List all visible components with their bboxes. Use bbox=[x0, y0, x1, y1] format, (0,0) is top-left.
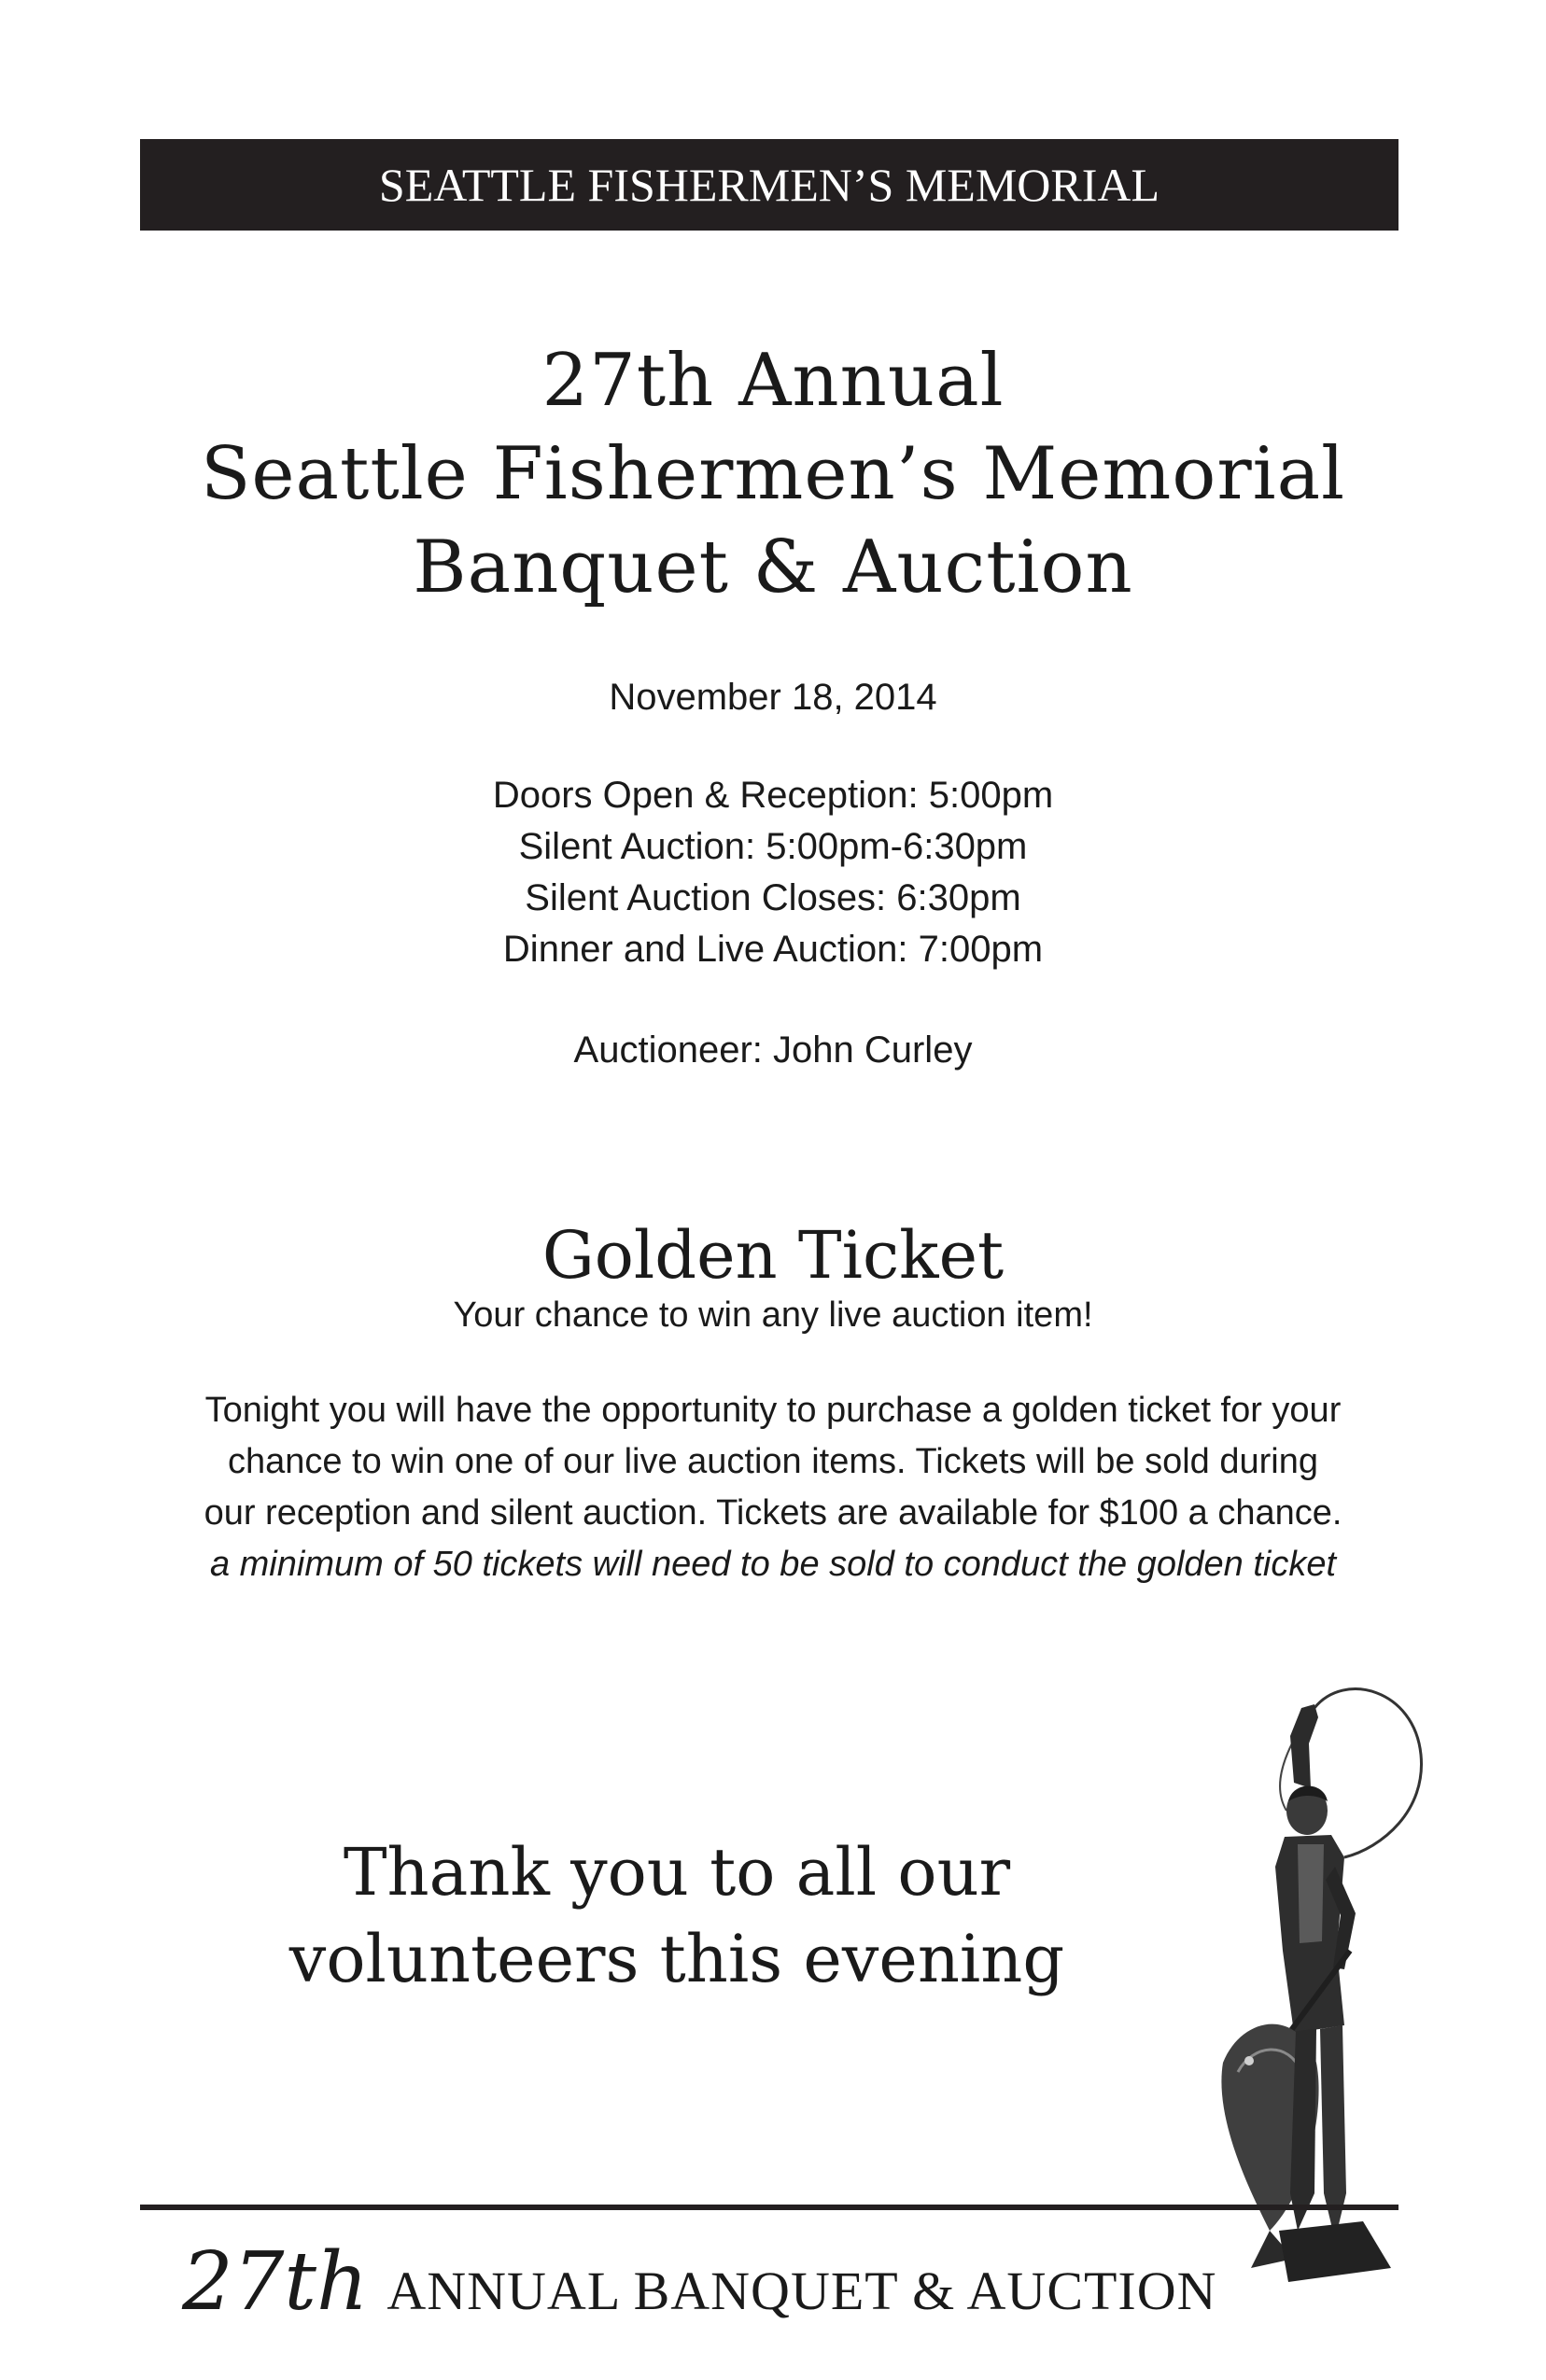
footer bbox=[182, 2235, 1217, 2347]
thanks-line-2: volunteers this evening bbox=[288, 1921, 1065, 1997]
golden-ticket-body-line: Tonight you will have the opportunity to purchase a golden ticket for your bbox=[204, 1391, 1342, 1430]
fisherman-statue-icon bbox=[1204, 1671, 1447, 2287]
footer-text: ANNUAL BANQUET & AUCTION bbox=[386, 2261, 1217, 2321]
schedule-item: Silent Auction: 5:00pm-6:30pm bbox=[518, 826, 1028, 867]
thanks-line-1: Thank you to all our bbox=[343, 1834, 1011, 1911]
golden-ticket-body-line: our reception and silent auction. Tickets are available for $100 a chance. bbox=[204, 1493, 1342, 1533]
event-schedule bbox=[0, 770, 1546, 975]
title-line-3: Banquet & Auction bbox=[413, 525, 1133, 609]
auctioneer-line: Auctioneer: John Curley bbox=[573, 1029, 973, 1071]
volunteer-thanks bbox=[196, 1829, 1158, 2003]
golden-ticket-title: Golden Ticket bbox=[541, 1217, 1005, 1294]
event-date: November 18, 2014 bbox=[609, 677, 937, 718]
golden-ticket-body-line: chance to win one of our live auction items. Tickets will be sold during bbox=[227, 1442, 1319, 1481]
schedule-item: Doors Open & Reception: 5:00pm bbox=[492, 775, 1054, 816]
header-banner-text: SEATTLE FISHERMEN’S MEMORIAL bbox=[378, 159, 1160, 211]
title-line-2: Seattle Fishermen’s Memorial bbox=[200, 432, 1346, 516]
title-line-1: 27th Annual bbox=[541, 339, 1005, 423]
footer-27th: 27th bbox=[182, 2235, 369, 2329]
page-title bbox=[0, 334, 1546, 614]
golden-ticket-description bbox=[0, 1385, 1546, 1590]
footer-divider bbox=[140, 2205, 1398, 2210]
golden-ticket-tagline: Your chance to win any live auction item! bbox=[453, 1295, 1093, 1335]
schedule-item: Dinner and Live Auction: 7:00pm bbox=[502, 929, 1044, 970]
schedule-item: Silent Auction Closes: 6:30pm bbox=[525, 877, 1021, 918]
golden-ticket-note: a minimum of 50 tickets will need to be sold to conduct the golden ticket bbox=[209, 1545, 1337, 1584]
header-banner bbox=[140, 139, 1398, 231]
